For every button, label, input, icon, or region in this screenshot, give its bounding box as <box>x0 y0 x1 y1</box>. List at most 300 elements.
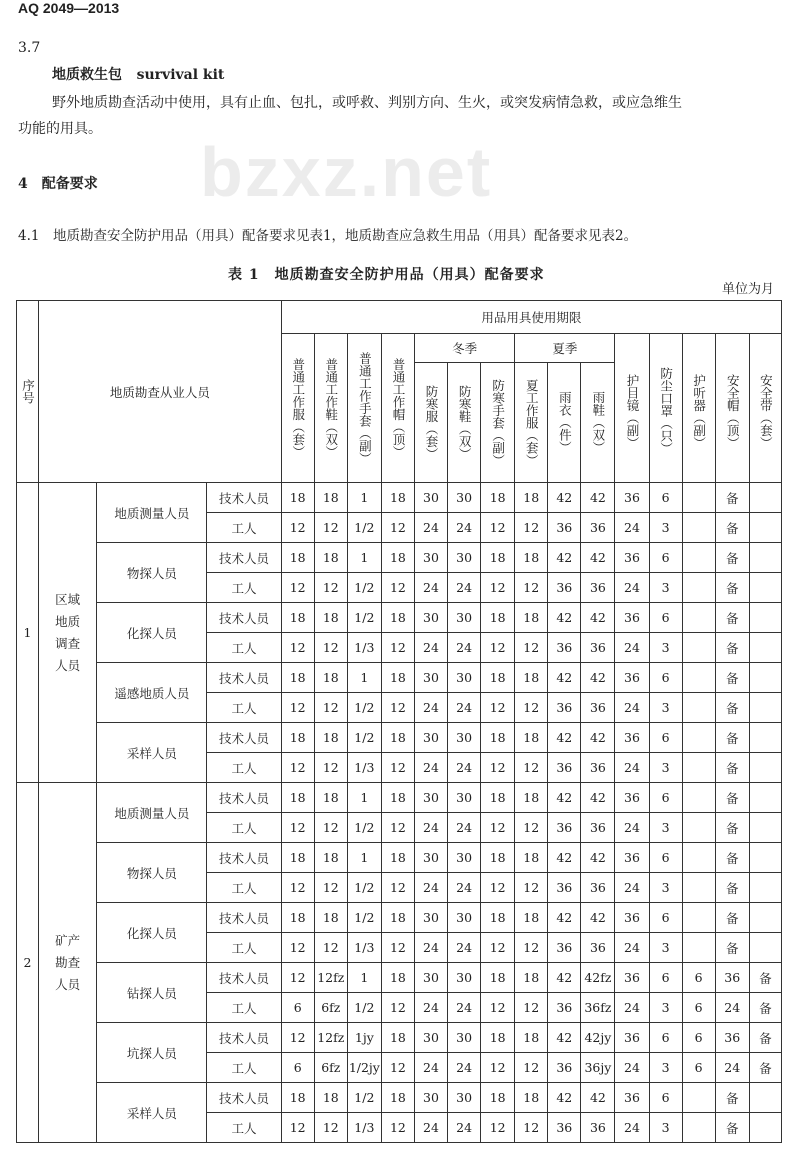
value-cell: 36 <box>615 603 649 633</box>
value-cell: 1/2 <box>347 603 381 633</box>
value-cell: 3 <box>649 573 682 603</box>
value-cell: 24 <box>448 813 481 843</box>
header-col: 普通工作手套（副） <box>347 334 381 483</box>
role-cell: 技术人员 <box>207 843 281 873</box>
role-cell: 技术人员 <box>207 723 281 753</box>
value-cell: 24 <box>414 753 447 783</box>
value-cell: 18 <box>381 663 414 693</box>
value-cell: 1/2 <box>347 813 381 843</box>
value-cell: 18 <box>314 1083 347 1113</box>
value-cell: 42 <box>581 903 615 933</box>
value-cell: 12 <box>281 513 314 543</box>
value-cell: 36 <box>581 753 615 783</box>
value-cell <box>749 723 781 753</box>
section-3-7-number: 3.7 <box>18 40 41 56</box>
value-cell: 6 <box>649 783 682 813</box>
value-cell: 1/2 <box>347 573 381 603</box>
value-cell: 42 <box>548 663 581 693</box>
value-cell: 42fz <box>581 963 615 993</box>
watermark: bzxz.net <box>200 133 493 211</box>
value-cell: 12 <box>381 993 414 1023</box>
value-cell: 12 <box>281 693 314 723</box>
value-cell: 36 <box>615 1023 649 1053</box>
value-cell: 12 <box>515 813 548 843</box>
value-cell: 42 <box>548 483 581 513</box>
role-cell: 技术人员 <box>207 603 281 633</box>
value-cell: 24 <box>615 933 649 963</box>
value-cell: 30 <box>448 603 481 633</box>
value-cell: 30 <box>414 603 447 633</box>
value-cell: 30 <box>414 963 447 993</box>
value-cell: 36 <box>548 993 581 1023</box>
value-cell: 1/2 <box>347 993 381 1023</box>
role-cell: 工人 <box>207 813 281 843</box>
value-cell: 12 <box>515 693 548 723</box>
value-cell <box>682 573 715 603</box>
value-cell: 12 <box>481 753 515 783</box>
table-row <box>17 483 782 513</box>
value-cell <box>749 483 781 513</box>
value-cell: 36 <box>615 543 649 573</box>
value-cell: 备 <box>749 1053 781 1083</box>
value-cell: 6 <box>649 843 682 873</box>
value-cell: 1 <box>347 963 381 993</box>
value-cell: 备 <box>715 693 749 723</box>
value-cell: 1/2 <box>347 873 381 903</box>
table-row <box>17 963 782 993</box>
header-winter: 冬季 <box>414 334 514 363</box>
value-cell: 12 <box>281 753 314 783</box>
value-cell: 18 <box>314 603 347 633</box>
subgroup-name: 化探人员 <box>97 603 207 663</box>
value-cell: 18 <box>281 843 314 873</box>
value-cell: 12 <box>314 513 347 543</box>
value-cell <box>682 1113 715 1143</box>
value-cell: 24 <box>414 933 447 963</box>
value-cell: 备 <box>749 1023 781 1053</box>
value-cell: 12 <box>381 813 414 843</box>
value-cell: 6 <box>649 1023 682 1053</box>
value-cell: 1 <box>347 783 381 813</box>
group-seq: 2 <box>17 783 39 1143</box>
value-cell <box>682 483 715 513</box>
value-cell: 3 <box>649 753 682 783</box>
value-cell: 24 <box>715 1053 749 1083</box>
value-cell: 24 <box>414 1113 447 1143</box>
value-cell: 24 <box>448 633 481 663</box>
value-cell: 12 <box>281 573 314 603</box>
value-cell: 12 <box>314 753 347 783</box>
role-cell: 工人 <box>207 753 281 783</box>
value-cell: 36 <box>615 963 649 993</box>
value-cell: 24 <box>715 993 749 1023</box>
value-cell: 备 <box>749 993 781 1023</box>
value-cell: 30 <box>414 543 447 573</box>
value-cell: 24 <box>448 693 481 723</box>
value-cell: 6 <box>281 993 314 1023</box>
value-cell <box>749 603 781 633</box>
value-cell: 42 <box>548 903 581 933</box>
value-cell: 6 <box>649 663 682 693</box>
value-cell <box>682 903 715 933</box>
value-cell: 36 <box>581 513 615 543</box>
value-cell: 42 <box>548 1023 581 1053</box>
value-cell: 12 <box>281 1113 314 1143</box>
role-cell: 技术人员 <box>207 903 281 933</box>
value-cell: 42jy <box>581 1023 615 1053</box>
value-cell: 12fz <box>314 1023 347 1053</box>
value-cell: 12 <box>515 513 548 543</box>
value-cell <box>682 693 715 723</box>
value-cell: 42 <box>548 843 581 873</box>
value-cell <box>682 723 715 753</box>
value-cell: 备 <box>715 663 749 693</box>
value-cell: 12 <box>481 513 515 543</box>
value-cell: 12 <box>515 1113 548 1143</box>
value-cell: 3 <box>649 693 682 723</box>
value-cell: 备 <box>715 753 749 783</box>
value-cell <box>749 813 781 843</box>
value-cell: 12 <box>515 753 548 783</box>
value-cell: 24 <box>448 573 481 603</box>
value-cell: 42 <box>548 543 581 573</box>
value-cell: 12 <box>515 993 548 1023</box>
value-cell: 12 <box>481 1113 515 1143</box>
value-cell: 12 <box>381 933 414 963</box>
value-cell: 24 <box>615 1053 649 1083</box>
value-cell: 1jy <box>347 1023 381 1053</box>
value-cell: 6 <box>649 543 682 573</box>
value-cell: 24 <box>414 513 447 543</box>
group-name: 区域地质调查人员 <box>39 483 97 783</box>
value-cell: 18 <box>515 1023 548 1053</box>
value-cell: 42 <box>581 723 615 753</box>
value-cell: 18 <box>481 1023 515 1053</box>
value-cell: 36 <box>615 1083 649 1113</box>
value-cell: 24 <box>615 873 649 903</box>
value-cell: 30 <box>414 723 447 753</box>
role-cell: 工人 <box>207 513 281 543</box>
value-cell: 30 <box>448 543 481 573</box>
value-cell: 18 <box>481 783 515 813</box>
table-row <box>17 663 782 693</box>
value-cell <box>682 843 715 873</box>
value-cell: 1/3 <box>347 753 381 783</box>
value-cell: 3 <box>649 1113 682 1143</box>
value-cell <box>682 633 715 663</box>
value-cell: 18 <box>314 783 347 813</box>
value-cell: 24 <box>615 753 649 783</box>
value-cell: 3 <box>649 1053 682 1083</box>
subgroup-name: 采样人员 <box>97 1083 207 1143</box>
value-cell <box>749 843 781 873</box>
value-cell: 18 <box>481 663 515 693</box>
value-cell <box>682 783 715 813</box>
value-cell: 12 <box>381 693 414 723</box>
value-cell: 备 <box>715 783 749 813</box>
value-cell: 36 <box>548 753 581 783</box>
value-cell: 6 <box>649 483 682 513</box>
value-cell: 24 <box>615 1113 649 1143</box>
value-cell <box>682 753 715 783</box>
value-cell <box>682 543 715 573</box>
value-cell: 12fz <box>314 963 347 993</box>
value-cell: 18 <box>281 483 314 513</box>
header-col: 安全带（套） <box>749 334 781 483</box>
value-cell: 1 <box>347 543 381 573</box>
value-cell: 30 <box>414 903 447 933</box>
table-row <box>17 903 782 933</box>
value-cell <box>749 573 781 603</box>
value-cell: 18 <box>314 843 347 873</box>
value-cell: 18 <box>314 543 347 573</box>
value-cell: 3 <box>649 873 682 903</box>
value-cell: 6 <box>682 1023 715 1053</box>
value-cell: 18 <box>515 843 548 873</box>
value-cell: 36 <box>581 813 615 843</box>
value-cell: 18 <box>381 723 414 753</box>
value-cell: 18 <box>314 903 347 933</box>
value-cell: 备 <box>715 723 749 753</box>
value-cell: 36 <box>548 1113 581 1143</box>
value-cell: 1/3 <box>347 1113 381 1143</box>
value-cell: 12 <box>481 813 515 843</box>
value-cell: 12 <box>381 573 414 603</box>
value-cell: 18 <box>381 1023 414 1053</box>
header-staff: 地质勘查从业人员 <box>39 301 282 483</box>
value-cell: 18 <box>381 1083 414 1113</box>
value-cell: 12 <box>381 753 414 783</box>
value-cell: 24 <box>448 513 481 543</box>
value-cell: 12 <box>381 873 414 903</box>
value-cell: 18 <box>515 663 548 693</box>
value-cell: 6 <box>649 963 682 993</box>
value-cell: 12 <box>281 633 314 663</box>
value-cell: 24 <box>414 813 447 843</box>
value-cell: 42 <box>581 663 615 693</box>
term-cn: 地质救生包 <box>52 67 122 83</box>
value-cell: 备 <box>715 603 749 633</box>
value-cell: 18 <box>381 963 414 993</box>
value-cell: 18 <box>381 903 414 933</box>
value-cell: 42 <box>548 723 581 753</box>
value-cell: 12 <box>481 873 515 903</box>
role-cell: 工人 <box>207 1053 281 1083</box>
role-cell: 技术人员 <box>207 1083 281 1113</box>
value-cell: 18 <box>515 603 548 633</box>
document-header: AQ 2049—2013 <box>18 0 120 16</box>
value-cell: 36 <box>615 663 649 693</box>
value-cell: 备 <box>715 933 749 963</box>
role-cell: 工人 <box>207 873 281 903</box>
value-cell: 12 <box>481 633 515 663</box>
table-row <box>17 843 782 873</box>
value-cell: 12 <box>515 1053 548 1083</box>
value-cell: 18 <box>381 483 414 513</box>
value-cell: 24 <box>448 993 481 1023</box>
header-col: 护目镜（副） <box>615 334 649 483</box>
value-cell: 36 <box>581 873 615 903</box>
value-cell: 42 <box>548 1083 581 1113</box>
value-cell: 6 <box>649 903 682 933</box>
table-unit: 单位为月 <box>722 282 775 297</box>
role-cell: 工人 <box>207 693 281 723</box>
value-cell: 36jy <box>581 1053 615 1083</box>
value-cell: 24 <box>414 1053 447 1083</box>
value-cell: 18 <box>515 483 548 513</box>
value-cell: 1/3 <box>347 933 381 963</box>
value-cell <box>749 663 781 693</box>
role-cell: 工人 <box>207 933 281 963</box>
value-cell: 36 <box>548 873 581 903</box>
value-cell: 18 <box>381 843 414 873</box>
value-cell: 12 <box>314 873 347 903</box>
value-cell <box>682 873 715 903</box>
value-cell: 12 <box>314 1113 347 1143</box>
value-cell <box>749 873 781 903</box>
subgroup-name: 遥感地质人员 <box>97 663 207 723</box>
table-row <box>17 723 782 753</box>
value-cell: 36 <box>615 903 649 933</box>
value-cell: 18 <box>381 783 414 813</box>
value-cell: 42 <box>581 843 615 873</box>
value-cell: 18 <box>481 603 515 633</box>
value-cell <box>749 903 781 933</box>
value-cell: 18 <box>281 663 314 693</box>
value-cell: 36 <box>548 933 581 963</box>
value-cell: 12 <box>481 993 515 1023</box>
value-cell: 18 <box>281 1083 314 1113</box>
value-cell: 12 <box>314 933 347 963</box>
value-cell: 1/2jy <box>347 1053 381 1083</box>
value-cell: 12 <box>381 1053 414 1083</box>
subgroup-name: 采样人员 <box>97 723 207 783</box>
value-cell: 18 <box>481 903 515 933</box>
header-col: 防尘口罩（只） <box>649 334 682 483</box>
subgroup-name: 坑探人员 <box>97 1023 207 1083</box>
value-cell: 6fz <box>314 993 347 1023</box>
table-row <box>17 1023 782 1053</box>
value-cell: 18 <box>314 663 347 693</box>
header-col: 防寒手套（副） <box>481 363 515 483</box>
value-cell: 1 <box>347 843 381 873</box>
value-cell: 36 <box>615 723 649 753</box>
value-cell <box>682 663 715 693</box>
value-cell <box>682 603 715 633</box>
value-cell: 6 <box>649 603 682 633</box>
value-cell: 42 <box>581 783 615 813</box>
role-cell: 技术人员 <box>207 1023 281 1053</box>
header-col: 普通工作帽（顶） <box>381 334 414 483</box>
value-cell: 24 <box>414 993 447 1023</box>
term-en: survival kit <box>136 67 225 83</box>
value-cell: 30 <box>448 843 481 873</box>
value-cell: 12 <box>314 573 347 603</box>
value-cell: 18 <box>481 843 515 873</box>
value-cell: 18 <box>515 543 548 573</box>
value-cell: 备 <box>715 633 749 663</box>
value-cell: 12 <box>481 933 515 963</box>
value-cell <box>749 753 781 783</box>
role-cell: 技术人员 <box>207 663 281 693</box>
value-cell <box>682 933 715 963</box>
value-cell: 42 <box>581 1083 615 1113</box>
header-seq: 序号 <box>17 301 39 483</box>
value-cell: 24 <box>615 693 649 723</box>
table-caption: 表 1 地质勘查安全防护用品（用具）配备要求 <box>228 267 545 283</box>
value-cell: 30 <box>448 1023 481 1053</box>
value-cell <box>749 1083 781 1113</box>
value-cell: 1 <box>347 663 381 693</box>
value-cell: 18 <box>281 723 314 753</box>
role-cell: 技术人员 <box>207 783 281 813</box>
value-cell: 1/2 <box>347 693 381 723</box>
value-cell: 24 <box>448 933 481 963</box>
value-cell: 备 <box>715 543 749 573</box>
table-row <box>17 603 782 633</box>
value-cell: 30 <box>414 1023 447 1053</box>
subgroup-name: 化探人员 <box>97 903 207 963</box>
subgroup-name: 地质测量人员 <box>97 783 207 843</box>
value-cell: 36 <box>581 693 615 723</box>
value-cell <box>749 783 781 813</box>
value-cell: 12 <box>281 933 314 963</box>
subgroup-name: 地质测量人员 <box>97 483 207 543</box>
value-cell: 42 <box>581 483 615 513</box>
value-cell: 42 <box>548 783 581 813</box>
value-cell: 12 <box>281 1023 314 1053</box>
value-cell: 30 <box>448 903 481 933</box>
value-cell: 36 <box>715 1023 749 1053</box>
value-cell: 24 <box>615 813 649 843</box>
term-heading <box>52 62 224 88</box>
value-cell: 36 <box>715 963 749 993</box>
value-cell: 12 <box>515 633 548 663</box>
value-cell: 备 <box>715 873 749 903</box>
header-summer: 夏季 <box>515 334 615 363</box>
value-cell: 30 <box>414 483 447 513</box>
value-cell: 1/3 <box>347 633 381 663</box>
value-cell: 42 <box>548 963 581 993</box>
value-cell: 1 <box>347 483 381 513</box>
value-cell: 18 <box>515 723 548 753</box>
value-cell: 18 <box>481 543 515 573</box>
definition-line-1: 野外地质勘查活动中使用，具有止血、包扎，或呼救、判别方向、生火，或突发病情急救，或应急维生 <box>52 95 682 111</box>
value-cell <box>749 693 781 723</box>
value-cell: 36 <box>548 573 581 603</box>
value-cell: 12 <box>481 1053 515 1083</box>
equipment-table <box>16 300 782 1143</box>
role-cell: 工人 <box>207 633 281 663</box>
value-cell: 备 <box>715 513 749 543</box>
value-cell <box>682 1083 715 1113</box>
value-cell: 30 <box>448 723 481 753</box>
role-cell: 工人 <box>207 573 281 603</box>
value-cell: 备 <box>715 843 749 873</box>
value-cell: 36 <box>548 1053 581 1083</box>
value-cell: 36 <box>615 783 649 813</box>
value-cell: 12 <box>481 693 515 723</box>
value-cell: 12 <box>515 933 548 963</box>
subgroup-name: 物探人员 <box>97 843 207 903</box>
value-cell: 36 <box>548 633 581 663</box>
value-cell: 6 <box>682 993 715 1023</box>
value-cell: 42 <box>581 603 615 633</box>
value-cell: 18 <box>515 783 548 813</box>
value-cell: 12 <box>381 1113 414 1143</box>
value-cell: 18 <box>515 963 548 993</box>
value-cell: 备 <box>715 483 749 513</box>
